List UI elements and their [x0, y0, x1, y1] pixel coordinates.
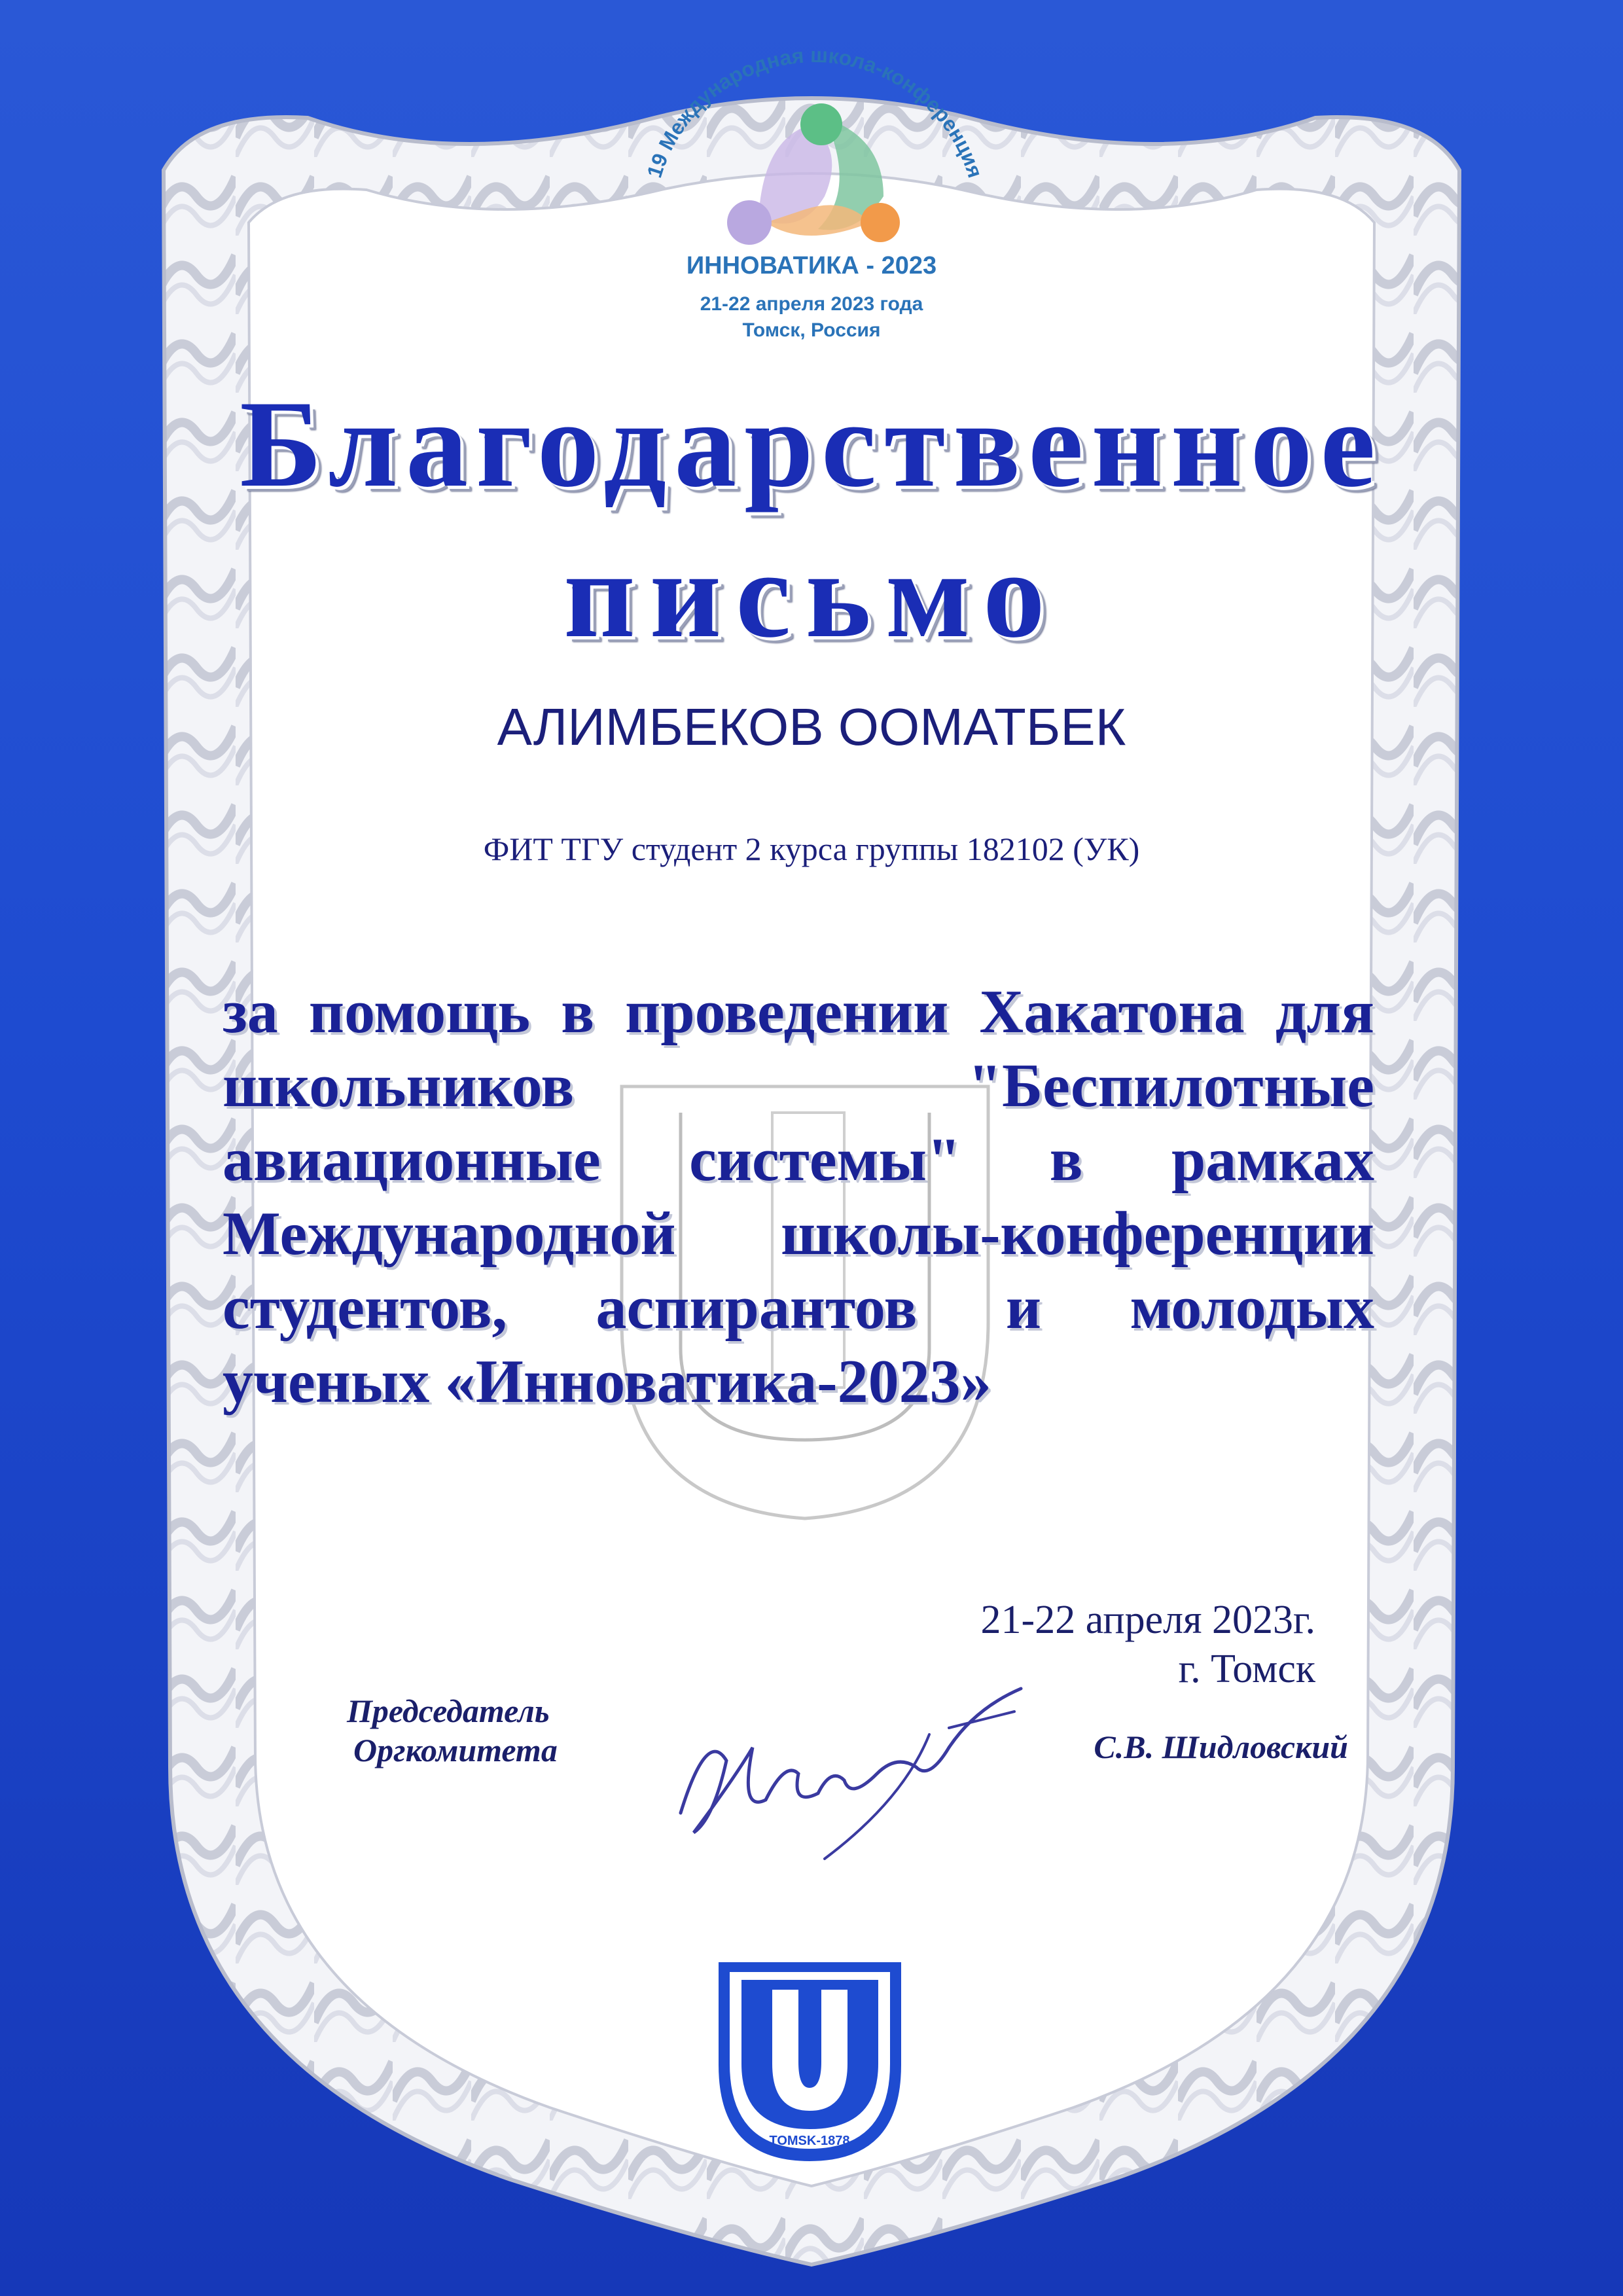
chair-title-line-2: Оргкомитета [353, 1732, 558, 1768]
conference-city: Томск, Россия [742, 319, 881, 341]
signer-name: С.В. Шидловский [1094, 1729, 1348, 1765]
issue-city: г. Томск [1178, 1647, 1315, 1691]
gratitude-reason: за помощь в проведении Хакатона для школьников "Беспилотные авиационные системы" в рамках Международной школы-конференции студентов, аспирантов и молодых ученых «Инноватика-2023» [223, 978, 1374, 1416]
document-title-line-1: Благодарственное [240, 376, 1383, 513]
chair-title-line-1: Председатель [347, 1693, 550, 1729]
handwritten-signature [668, 1649, 1034, 1865]
issue-date: 21-22 апреля 2023г. [980, 1598, 1315, 1642]
document-title-line-2: письмо [563, 526, 1060, 664]
emblem-caption: TOMSK-1878 [769, 2134, 850, 2148]
university-emblem [710, 1954, 910, 2170]
conference-name: ИННОВАТИКА - 2023 [686, 252, 937, 279]
recipient-affiliation: ФИТ ТГУ студент 2 курса группы 182102 (УК) [483, 831, 1140, 867]
conference-dates: 21-22 апреля 2023 года [700, 293, 923, 315]
conference-logo [609, 26, 1014, 367]
conference-arc-text: 19 Международная школа-конференция [642, 43, 988, 181]
recipient-name: АЛИМБЕКОВ ООМАТБЕК [497, 698, 1126, 756]
